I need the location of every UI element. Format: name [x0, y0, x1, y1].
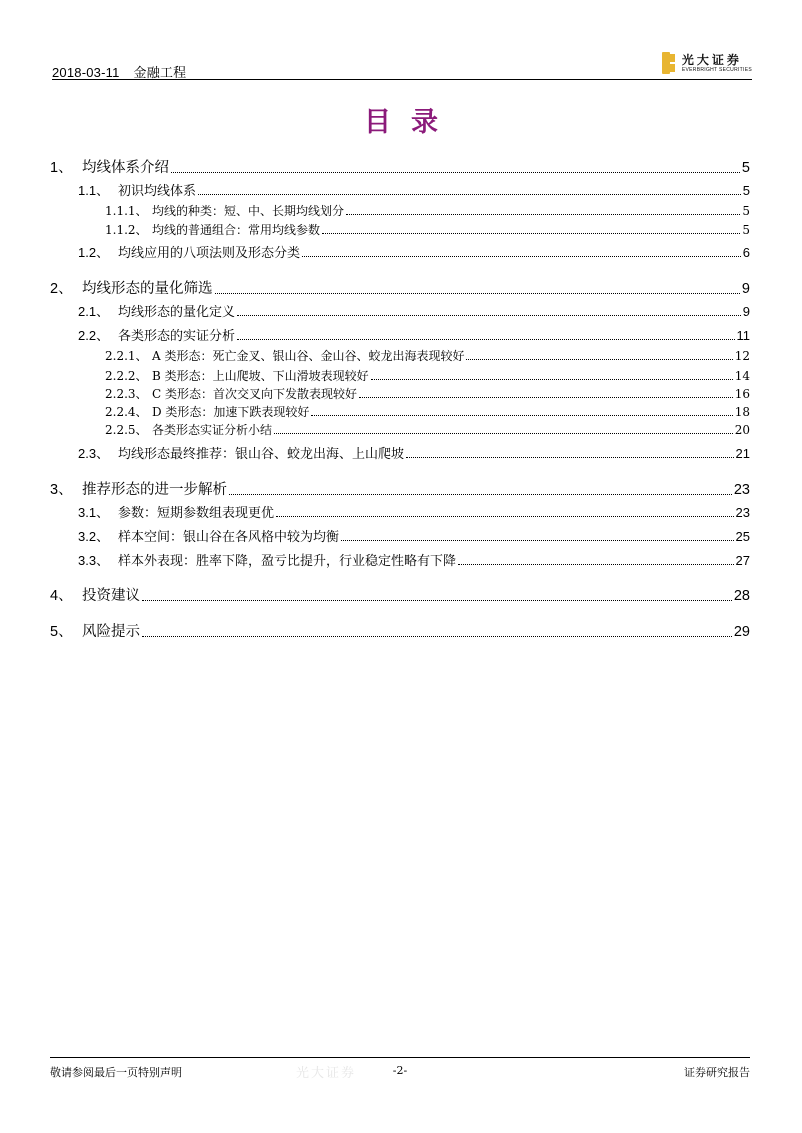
toc-entry-page[interactable]: 27 — [735, 553, 750, 568]
logo-text-en: EVERBRIGHT SECURITIES — [681, 66, 752, 73]
toc-entry-label[interactable]: B 类形态：上山爬坡、下山滑坡表现较好 — [152, 369, 369, 383]
toc-entry-page[interactable]: 9 — [742, 304, 750, 319]
toc-entry-label[interactable]: C 类形态：首次交叉向下发散表现较好 — [152, 387, 357, 401]
toc-entry-page[interactable]: 29 — [733, 624, 750, 640]
toc-dot-leader — [466, 358, 732, 360]
toc-entry-number: 1.1.1、 — [105, 204, 148, 218]
toc-dot-leader — [142, 635, 732, 637]
toc-entry-page[interactable]: 6 — [742, 245, 750, 260]
toc-entry-label[interactable]: 样本外表现：胜率下降，盈亏比提升，行业稳定性略有下降 — [118, 553, 457, 568]
footer-rule — [50, 1057, 750, 1058]
toc-dot-leader — [229, 493, 732, 495]
toc-dot-leader — [311, 414, 732, 416]
toc-entry-label[interactable]: 均线的种类：短、中、长期均线划分 — [152, 204, 345, 218]
toc-entry[interactable] — [50, 221, 750, 238]
toc-entry-number: 1.1、 — [78, 183, 110, 198]
toc-dot-leader — [276, 515, 734, 517]
toc-entry-label[interactable]: 均线应用的八项法则及形态分类 — [118, 245, 301, 260]
toc-dot-leader — [237, 314, 741, 316]
toc-dot-leader — [458, 563, 734, 565]
toc-entry-number: 2.3、 — [78, 446, 110, 461]
toc-entry-number: 4、 — [50, 588, 73, 604]
toc-dot-leader — [322, 232, 740, 234]
toc-entry[interactable] — [50, 421, 750, 438]
page-number: -2- — [392, 1064, 408, 1077]
page-title: 目录 — [364, 107, 458, 138]
toc-entry-label[interactable]: 均线的普通组合：常用均线参数 — [152, 223, 321, 237]
toc-entry-number: 2.2.3、 — [105, 387, 148, 401]
toc-dot-leader — [371, 378, 733, 380]
toc-entry-label[interactable]: 各类形态的实证分析 — [118, 328, 236, 343]
toc-entry[interactable] — [50, 403, 750, 420]
toc-dot-leader — [215, 292, 740, 294]
footer-watermark: 光大证券 — [296, 1065, 357, 1080]
toc-entry[interactable] — [50, 526, 750, 545]
toc-entry-page[interactable]: 18 — [734, 405, 750, 419]
toc-entry-label[interactable]: A 类形态：死亡金叉、银山谷、金山谷、蛟龙出海表现较好 — [152, 349, 465, 363]
logo-icon — [661, 51, 677, 75]
toc-dot-leader — [274, 432, 733, 434]
toc-entry[interactable] — [50, 301, 750, 320]
toc-entry-number: 3、 — [50, 482, 73, 498]
toc-entry-number: 1.1.2、 — [105, 223, 148, 237]
toc-entry-page[interactable]: 28 — [733, 588, 750, 604]
company-logo — [661, 50, 752, 76]
toc-entry-label[interactable]: 参数：短期参数组表现更优 — [118, 505, 275, 520]
toc-entry-number: 5、 — [50, 624, 73, 640]
toc-entry-label[interactable]: D 类形态：加速下跌表现较好 — [152, 405, 310, 419]
toc-dot-leader — [198, 193, 741, 195]
report-section: 金融工程 — [133, 65, 187, 80]
disclaimer-note: 敬请参阅最后一页特别声明 — [50, 1066, 182, 1079]
toc-entry-page[interactable]: 21 — [735, 446, 750, 461]
toc-entry[interactable] — [50, 385, 750, 402]
toc-entry-label[interactable]: 均线形态的量化筛选 — [82, 281, 213, 297]
toc-entry-number: 2.2.4、 — [105, 405, 148, 419]
toc-entry-number: 3.1、 — [78, 505, 110, 520]
header-rule — [52, 79, 752, 80]
toc-dot-leader — [341, 539, 734, 541]
toc-entry-page[interactable]: 5 — [742, 183, 750, 198]
toc-dot-leader — [237, 338, 734, 340]
toc-dot-leader — [359, 396, 733, 398]
toc-entry-label[interactable]: 各类形态实证分析小结 — [152, 423, 273, 437]
toc-entry-number: 3.2、 — [78, 529, 110, 544]
toc-entry-label[interactable]: 均线形态的量化定义 — [118, 304, 236, 319]
toc-entry[interactable] — [50, 347, 750, 364]
toc-entry-number: 2、 — [50, 281, 73, 297]
toc-entry-page[interactable]: 14 — [734, 369, 750, 383]
toc-entry[interactable] — [50, 443, 750, 462]
toc-entry-page[interactable]: 12 — [734, 349, 750, 363]
toc-entry[interactable] — [50, 478, 750, 499]
toc-dot-leader — [302, 255, 741, 257]
toc-entry-page[interactable]: 23 — [735, 505, 750, 520]
toc-entry-label[interactable]: 投资建议 — [82, 588, 140, 604]
toc-entry[interactable] — [50, 620, 750, 641]
toc-entry-label[interactable]: 初识均线体系 — [118, 183, 197, 198]
toc-dot-leader — [346, 213, 740, 215]
toc-entry[interactable] — [50, 325, 750, 344]
toc-dot-leader — [406, 456, 734, 458]
toc-dot-leader — [171, 171, 740, 173]
toc-entry-number: 3.3、 — [78, 553, 110, 568]
toc-entry[interactable] — [50, 550, 750, 569]
toc-entry-number: 2.2、 — [78, 328, 110, 343]
toc-entry[interactable] — [50, 502, 750, 521]
toc-entry-number: 2.2.2、 — [105, 369, 148, 383]
toc-entry-number: 1、 — [50, 160, 73, 176]
toc-entry-label[interactable]: 推荐形态的进一步解析 — [82, 482, 227, 498]
report-date: 2018-03-11 — [52, 65, 120, 80]
toc-dot-leader — [142, 599, 732, 601]
toc-entry-page[interactable]: 16 — [734, 387, 750, 401]
toc-entry-page[interactable]: 23 — [733, 482, 750, 498]
toc-entry-page[interactable]: 20 — [734, 423, 750, 437]
toc-entry-number: 2.2.1、 — [105, 349, 148, 363]
logo-text-cn: 光大证券 — [681, 52, 742, 67]
toc-entry-label[interactable]: 均线体系介绍 — [82, 160, 169, 176]
toc-entry-page[interactable]: 5 — [742, 223, 750, 237]
toc-entry[interactable] — [50, 242, 750, 261]
toc-entry-page[interactable]: 5 — [742, 204, 750, 218]
toc-entry-page[interactable]: 25 — [735, 529, 750, 544]
report-type: 证券研究报告 — [684, 1066, 750, 1079]
page-footer — [50, 1057, 750, 1084]
toc-entry[interactable] — [50, 156, 750, 177]
toc-entry-label[interactable]: 均线形态最终推荐：银山谷、蛟龙出海、上山爬坡 — [118, 446, 405, 461]
toc-entry-number: 1.2、 — [78, 245, 110, 260]
toc-entry[interactable] — [50, 277, 750, 298]
toc-entry-number: 2.1、 — [78, 304, 110, 319]
toc-entry-page[interactable]: 9 — [741, 281, 750, 297]
toc-entry[interactable] — [50, 367, 750, 384]
toc-entry-page[interactable]: 5 — [741, 160, 750, 176]
toc-entry-label[interactable]: 样本空间：银山谷在各风格中较为均衡 — [118, 529, 340, 544]
toc-entry[interactable] — [50, 584, 750, 605]
toc-entry[interactable] — [50, 202, 750, 219]
toc-entry-number: 2.2.5、 — [105, 423, 148, 437]
toc-entry-page[interactable]: 11 — [736, 328, 750, 343]
page-header — [52, 48, 752, 80]
toc-entry-label[interactable]: 风险提示 — [82, 624, 140, 640]
toc-entry[interactable] — [50, 180, 750, 199]
